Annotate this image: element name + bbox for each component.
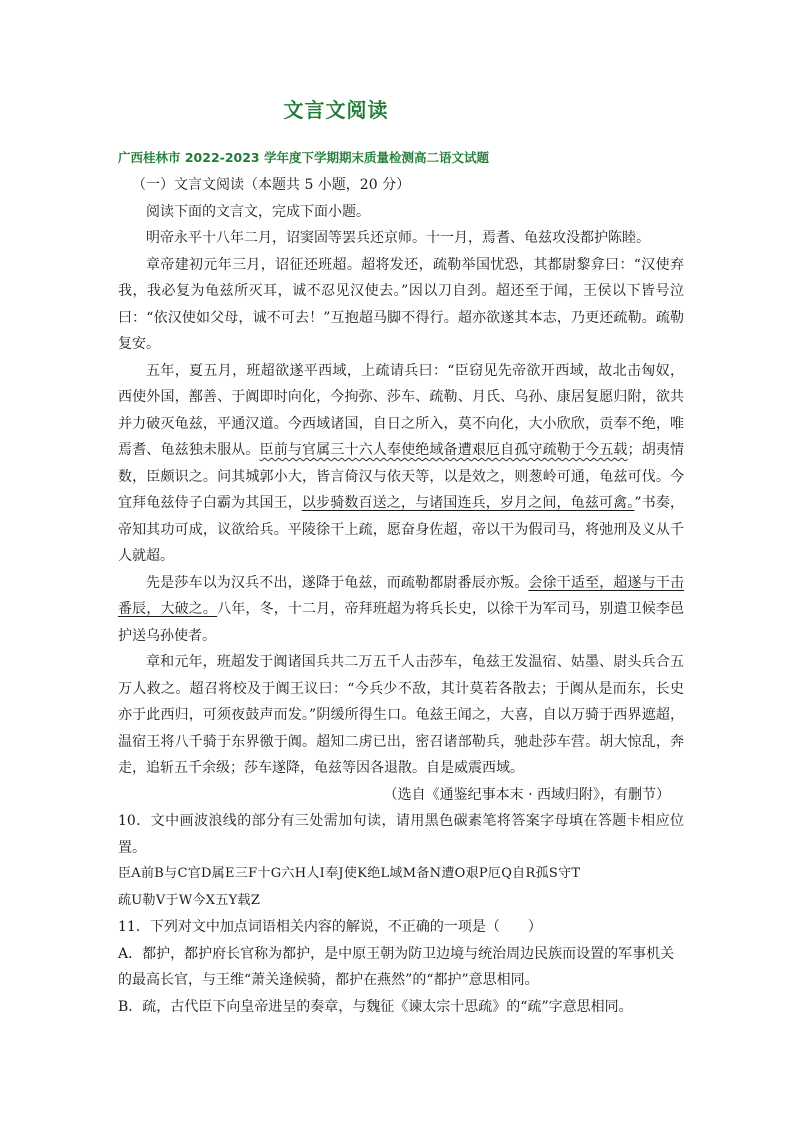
paragraph-3-text: ”书奏，帝知其功可成，议欲给兵。平陵徐干上疏，愿奋身佐超，帝以干为假司马，将弛刑及义从千人就超。 <box>118 495 685 564</box>
paragraph-1: 明帝永平十八年二月，诏窦固等罢兵还京师。十一月，焉耆、龟兹攻没都护陈睦。 <box>146 230 650 246</box>
paragraph-2: 章帝建初元年三月，诏征还班超。超将发还，疏勒举国忧恐，其都尉黎弇曰：“汉使弃我，我必复为龟兹所灭耳，诚不忍见汉使去。”因以刀自刭。超还至于闻，王侯以下皆号泣曰：“依汉使如父母，诚不可去！”互抱超马脚不得行。超亦欲遂其本志，乃更还疏勒。疏勒复安。 <box>118 256 684 352</box>
underlined-sentence: 会徐干适至，超遂与干击番辰，大破之。 <box>118 574 685 617</box>
paragraph-4-text: 先是莎车以为汉兵不出，遂降于龟兹，而疏勒都尉番辰亦叛。 <box>146 574 529 591</box>
citation: （选自《通鉴纪事本末 · 西域归附》，有删节） <box>383 786 670 803</box>
question-11 <box>118 914 684 941</box>
underlined-sentence: 以步骑数百送之，与诸国连兵，岁月之间，龟兹可禽。 <box>301 495 635 511</box>
instruction: 阅读下面的文言文，完成下面小题。 <box>146 203 370 220</box>
paragraph-5: 章和元年，班超发于阗诸国兵共二万五千人击莎车，龟兹王发温宿、姑墨、尉头兵合五万人救之。超召将校及于阗王议曰：“今兵少不敌，其计莫若各散去；于阗从是而东，长史亦于此西归，可须夜鼓声而发。”阴缓所得生口。龟兹王闻之，大喜，自以万骑于西界遮超，温宿王将八千骑于东界徼于阗。超知二虏已出，密召诸部勒兵，驰赴莎车营。胡大惊乱，奔走，追斩五千余级；莎车遂降，龟兹等因各退散。自是威震西域。 <box>118 654 684 776</box>
option-a: A．都护，都护府长官称为都护，是中原王朝为防卫边境与统治周边民族而设置的军事机关 <box>118 945 675 962</box>
question-10-options: 疏U勒V于W今X五Y载Z <box>118 892 261 908</box>
paragraph-3-text: 五年，夏五月，班超欲遂平西域，上疏请兵曰：“臣窃见先帝欲开西域，故北击匈奴，西使外国，鄯善、于阗即时向化，今拘弥、莎车、疏勒、月氏、乌孙、康居复愿归附，欲共并力破灭龟兹，平通汉道。今西域诸国，自日之所入，莫不向化，大小欣欣，贡奉不绝，唯焉耆、龟兹独未服从。 <box>118 362 684 458</box>
question-10-options: 臣A前B与C官D属E三F十G六H人I奉J使K绝L域M备N遭O艰P厄Q自R孤S守T <box>118 866 581 881</box>
document-body <box>118 172 684 1020</box>
section-heading: （一）文言文阅读（本题共 5 小题，20 分） <box>132 177 411 193</box>
question-11-close: ） <box>527 919 542 935</box>
paragraph-4-text: 八年，冬，十二月，帝拜班超为将兵长史，以徐干为军司马，别遣卫候李邑护送乌孙使者。 <box>118 601 684 644</box>
paragraph-3-text: ；胡夷情数，臣颇识之。问其城郭小大，皆言倚汉与依天等，以是效之，则葱岭可通，龟兹可伐。今宜拜龟兹侍子白霸为其国王， <box>118 442 685 511</box>
paragraph-3 <box>118 358 684 570</box>
question-10: 10．文中画波浪线的部分有三处需加句读，请用黑色碳素笔将答案字母填在答题卡相应位置。 <box>118 813 684 856</box>
question-11-text: 11．下列对文中加点词语相关内容的解说，不正确的一项是（ <box>118 919 500 935</box>
option-a-continued: 的最高长官，与王维“萧关逢候骑，都护在燕然”的“都护”意思相同。 <box>118 972 539 988</box>
page-title: 文言文阅读 <box>283 98 389 122</box>
exam-source: 广西桂林市 2022-2023 学年度下学期期末质量检测高二语文试题 <box>118 150 489 165</box>
option-b: B．疏，古代臣下向皇帝进呈的奏章，与魏征《谏太宗十思疏》的“疏”字意思相同。 <box>118 998 633 1015</box>
wavy-underlined-sentence: 臣前与官属三十六人奉使绝域备遭艰厄自孤守疏勒于今五载 <box>259 442 628 458</box>
paragraph-4 <box>118 570 684 650</box>
